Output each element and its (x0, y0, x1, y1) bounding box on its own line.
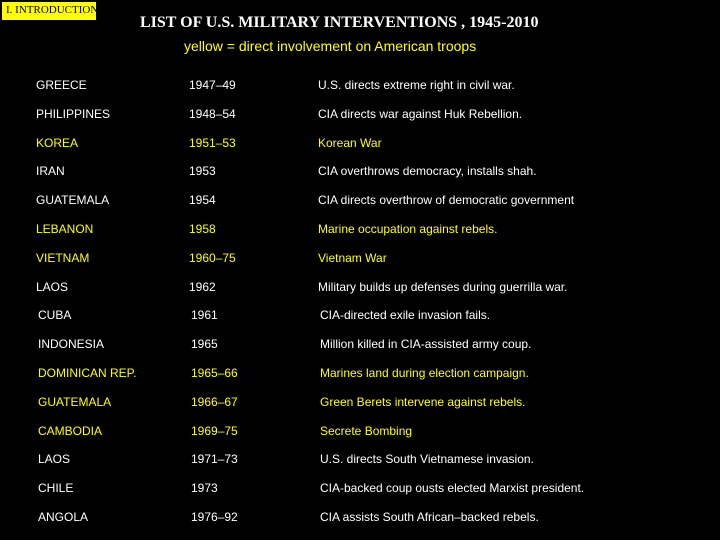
years-cell: 1969–75 (191, 423, 238, 438)
description-cell: CIA-backed coup ousts elected Marxist president. (320, 481, 585, 496)
intervention-row (0, 502, 720, 531)
intervention-row (0, 70, 720, 99)
intervention-row (0, 358, 720, 387)
description-cell: U.S. directs South Vietnamese invasion. (320, 452, 534, 467)
slide-title: LIST OF U.S. MILITARY INTERVENTIONS , 1945-2010 (140, 14, 539, 31)
description-cell: CIA overthrows democracy, installs shah. (318, 164, 537, 179)
years-cell: 1948–54 (189, 106, 236, 121)
years-cell: 1961 (191, 308, 218, 323)
intervention-row (0, 300, 720, 329)
years-cell: 1966–67 (191, 394, 238, 409)
country-cell: GUATEMALA (38, 394, 112, 409)
country-cell: DOMINICAN REP. (38, 365, 137, 380)
intervention-row (0, 329, 720, 358)
years-cell: 1965–66 (191, 365, 238, 380)
country-cell: KOREA (36, 135, 79, 150)
intervention-row (0, 128, 720, 157)
description-cell: U.S. directs extreme right in civil war. (318, 78, 515, 92)
intervention-row (0, 272, 720, 301)
years-cell: 1958 (189, 221, 216, 236)
description-cell: Marine occupation against rebels. (318, 221, 498, 236)
description-cell: Million killed in CIA-assisted army coup. (320, 337, 532, 352)
years-cell: 1976–92 (191, 509, 238, 524)
years-cell: 1971–73 (191, 452, 238, 467)
interventions-list (0, 70, 720, 531)
description-cell: Korean War (318, 135, 382, 150)
section-tag: I. INTRODUCTION (2, 2, 96, 20)
years-cell: 1953 (189, 164, 216, 179)
intervention-row (0, 473, 720, 502)
legend-subtitle: yellow = direct involvement on American troops (184, 38, 477, 54)
intervention-row (0, 444, 720, 473)
country-cell: CAMBODIA (38, 423, 103, 438)
years-cell: 1973 (191, 481, 218, 496)
intervention-row (0, 156, 720, 185)
description-cell: CIA-directed exile invasion fails. (320, 308, 491, 323)
country-cell: PHILIPPINES (36, 106, 111, 121)
intervention-row (0, 416, 720, 445)
intervention-row (0, 185, 720, 214)
description-cell: Secrete Bombing (320, 423, 413, 438)
description-cell: CIA directs war against Huk Rebellion. (318, 106, 523, 121)
years-cell: 1947–49 (189, 78, 236, 92)
years-cell: 1962 (189, 279, 216, 294)
country-cell: CHILE (38, 481, 74, 496)
intervention-row (0, 214, 720, 243)
years-cell: 1960–75 (189, 250, 236, 265)
country-cell: CUBA (38, 308, 72, 323)
country-cell: GREECE (36, 78, 87, 92)
years-cell: 1965 (191, 337, 218, 352)
description-cell: CIA directs overthrow of democratic government (318, 193, 575, 208)
country-cell: GUATEMALA (36, 193, 110, 208)
intervention-row (0, 387, 720, 416)
intervention-row (0, 243, 720, 272)
country-cell: IRAN (36, 164, 65, 179)
years-cell: 1951–53 (189, 135, 236, 150)
country-cell: INDONESIA (38, 337, 105, 352)
description-cell: Marines land during election campaign. (320, 365, 529, 380)
description-cell: Green Berets intervene against rebels. (320, 394, 526, 409)
country-cell: ANGOLA (38, 509, 89, 524)
country-cell: LAOS (36, 279, 69, 294)
description-cell: CIA assists South African–backed rebels. (320, 509, 539, 524)
country-cell: VIETNAM (36, 250, 90, 265)
country-cell: LEBANON (36, 221, 94, 236)
years-cell: 1954 (189, 193, 216, 208)
intervention-row (0, 99, 720, 128)
description-cell: Vietnam War (318, 250, 387, 265)
country-cell: LAOS (38, 452, 71, 467)
description-cell: Military builds up defenses during guerrilla war. (318, 279, 568, 294)
